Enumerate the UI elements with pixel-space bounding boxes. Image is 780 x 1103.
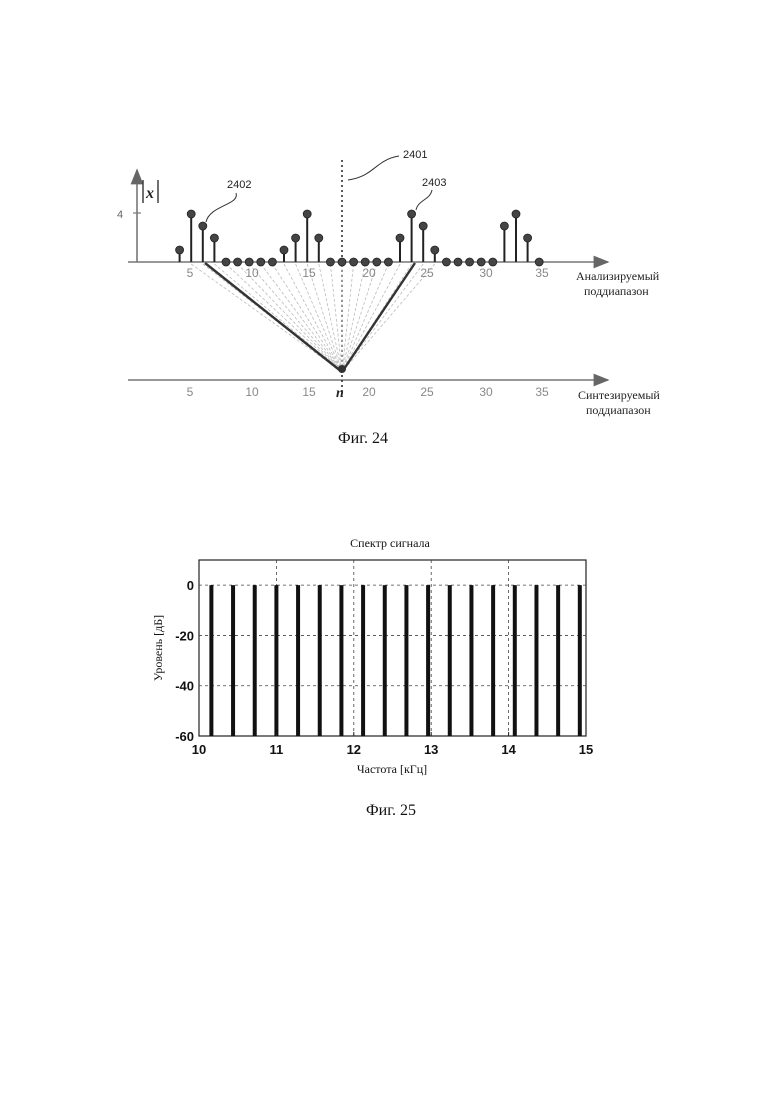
chart-title: Спектр сигнала: [350, 536, 430, 550]
spectral-peak-11: [448, 585, 452, 736]
spectral-peak-7: [361, 585, 365, 736]
fig24-y-axis-symbol: x: [145, 185, 154, 202]
stem-marker-9: [280, 246, 288, 254]
stem-marker-22: [431, 246, 439, 254]
y-tick-0: 0: [187, 578, 194, 593]
fig24-analysis-label-line2: поддиапазон: [584, 284, 649, 298]
fig24-stems: [176, 210, 544, 266]
fan-line-18: [342, 264, 388, 372]
spectral-peak-2: [253, 585, 257, 736]
spectral-peak-8: [383, 585, 387, 736]
stem-marker-24: [454, 258, 462, 266]
fig24-analysis-label-line1: Анализируемый: [576, 269, 660, 283]
stem-marker-17: [373, 258, 381, 266]
stem-marker-5: [234, 258, 242, 266]
fig25-caption: Фиг. 25: [366, 802, 416, 819]
fig24-caption: Фиг. 24: [338, 430, 388, 447]
spectral-peak-12: [469, 585, 473, 736]
stem-marker-23: [442, 258, 450, 266]
fan-line-9: [284, 264, 342, 372]
stem-marker-28: [500, 222, 508, 230]
stem-marker-11: [303, 210, 311, 218]
x-tick-14: 14: [501, 742, 516, 757]
tick-bottom-35: 35: [535, 385, 549, 399]
fig24-convergence-point: [338, 365, 346, 373]
fig24-synthesis-label-line1: Синтезируемый: [578, 388, 660, 402]
stem-marker-12: [315, 234, 323, 242]
fig24-synthesis-label-line2: поддиапазон: [586, 403, 651, 417]
stem-marker-30: [524, 234, 532, 242]
ref-2402: 2402: [227, 179, 251, 191]
stem-marker-1: [187, 210, 195, 218]
ref-2403: 2403: [422, 177, 446, 189]
spectral-peak-14: [513, 585, 517, 736]
fig24-y-tick-label: 4: [117, 209, 123, 221]
spectral-peak-3: [274, 585, 278, 736]
fan-line-6: [249, 264, 342, 372]
tick-bottom-20: 20: [362, 385, 376, 399]
fig24-bold-line-left: [205, 263, 342, 372]
ref-2402-leader: [206, 193, 236, 222]
tick-top-30: 30: [479, 266, 493, 280]
tick-top-10: 10: [245, 266, 259, 280]
tick-bottom-5: 5: [187, 385, 194, 399]
spectral-peak-15: [534, 585, 538, 736]
patent-drawing-page: [0, 0, 780, 1103]
x-axis-label: Частота [кГц]: [357, 762, 427, 776]
tick-top-20: 20: [362, 266, 376, 280]
spectral-peak-6: [339, 585, 343, 736]
fan-line-5: [238, 264, 342, 372]
tick-top-35: 35: [535, 266, 549, 280]
figure-25: [151, 536, 593, 819]
stem-marker-4: [222, 258, 230, 266]
tick-top-25: 25: [420, 266, 434, 280]
stem-marker-20: [408, 210, 416, 218]
fig24-center-symbol: n: [336, 386, 344, 401]
ref-2401-leader: [348, 156, 399, 180]
stem-marker-27: [489, 258, 497, 266]
stem-marker-19: [396, 234, 404, 242]
spectral-peak-10: [426, 585, 430, 736]
fig24-ticks-bottom: [187, 385, 549, 399]
spectral-peak-5: [318, 585, 322, 736]
stem-marker-31: [535, 258, 543, 266]
fig24-bold-line-right: [342, 263, 415, 372]
ref-2403-leader: [416, 190, 432, 210]
stem-marker-2: [199, 222, 207, 230]
fan-line-11: [307, 264, 342, 372]
spectral-peak-9: [404, 585, 408, 736]
tick-top-15: 15: [302, 266, 316, 280]
y-tick--20: -20: [175, 628, 194, 643]
fan-line-1: [191, 264, 342, 372]
tick-bottom-30: 30: [479, 385, 493, 399]
fan-line-13: [330, 264, 342, 372]
x-tick-15: 15: [579, 742, 593, 757]
spectral-peak-16: [556, 585, 560, 736]
fan-line-22: [342, 264, 435, 372]
stem-marker-25: [466, 258, 474, 266]
stem-marker-26: [477, 258, 485, 266]
figures-canvas: [0, 0, 780, 1103]
spectral-peak-1: [231, 585, 235, 736]
fan-line-8: [272, 264, 342, 372]
stem-marker-18: [384, 258, 392, 266]
spectral-peak-0: [209, 585, 213, 736]
stem-marker-6: [245, 258, 253, 266]
fan-line-17: [342, 264, 377, 372]
y-tick--40: -40: [175, 679, 194, 694]
x-tick-10: 10: [192, 742, 206, 757]
ref-2401: 2401: [403, 149, 427, 161]
y-axis-label: Уровень [дБ]: [151, 615, 165, 681]
x-tick-12: 12: [347, 742, 361, 757]
stem-marker-15: [350, 258, 358, 266]
figure-24: [117, 149, 660, 447]
fan-line-19: [342, 264, 400, 372]
y-tick--60: -60: [175, 729, 194, 744]
x-tick-11: 11: [270, 742, 284, 757]
plot-area: [199, 560, 586, 736]
stem-marker-21: [419, 222, 427, 230]
stem-marker-14: [338, 258, 346, 266]
stem-marker-3: [210, 234, 218, 242]
x-tick-13: 13: [424, 742, 438, 757]
stem-marker-10: [292, 234, 300, 242]
spectral-peak-4: [296, 585, 300, 736]
stem-marker-13: [326, 258, 334, 266]
tick-top-5: 5: [187, 266, 194, 280]
tick-bottom-10: 10: [245, 385, 259, 399]
stem-marker-7: [257, 258, 265, 266]
stem-marker-29: [512, 210, 520, 218]
stem-marker-0: [176, 246, 184, 254]
stem-marker-8: [268, 258, 276, 266]
spectral-peak-17: [578, 585, 582, 736]
spectral-peak-13: [491, 585, 495, 736]
tick-bottom-25: 25: [420, 385, 434, 399]
y-axis-ticks: [175, 578, 194, 744]
tick-bottom-15: 15: [302, 385, 316, 399]
stem-marker-16: [361, 258, 369, 266]
